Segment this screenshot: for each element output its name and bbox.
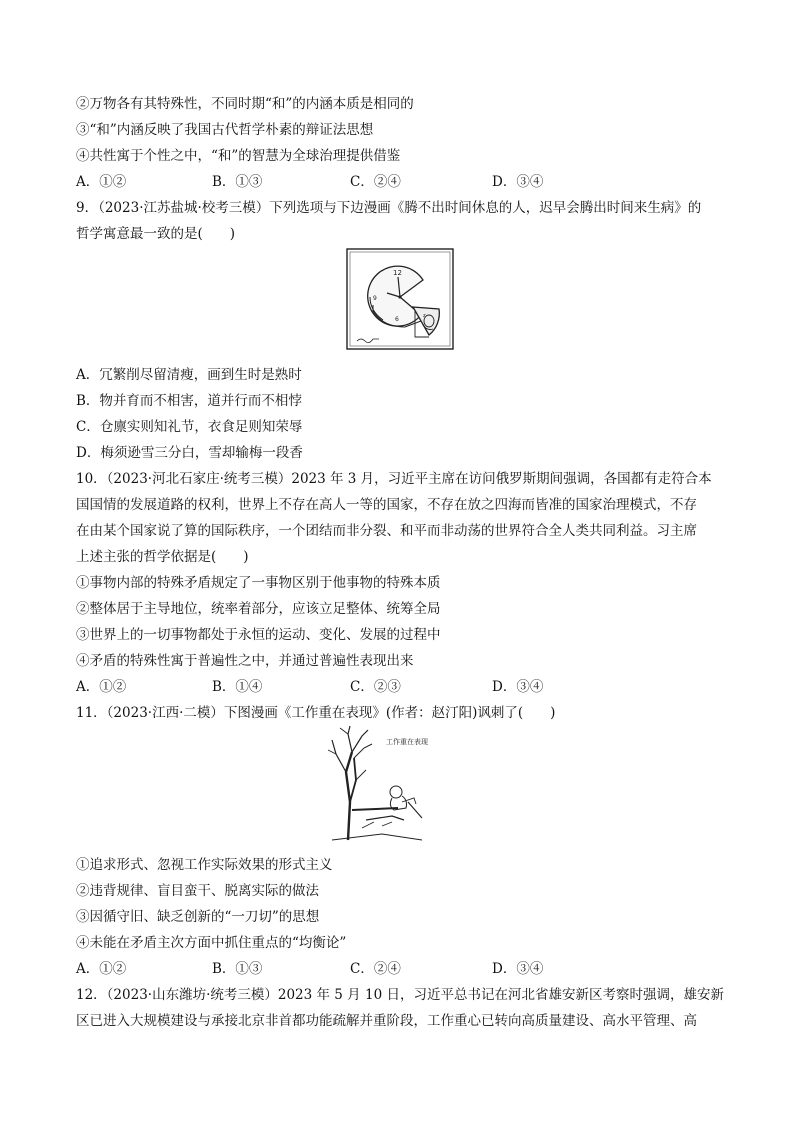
q11-cartoon-tree-image — [322, 722, 458, 846]
svg-text:6: 6 — [395, 316, 399, 323]
q9-choice-d[interactable]: D．梅须逊雪三分白，雪却输梅一段香 — [76, 445, 303, 461]
tree-cartoon-icon — [322, 722, 458, 846]
q11-options — [76, 956, 726, 982]
q10-option-d[interactable]: D．③④ — [492, 679, 544, 695]
q9-choice-a[interactable]: A．冗繁削尽留清瘦，画到生时是熟时 — [76, 367, 302, 383]
q8-statement-4: ④共性寓于个性之中，“和”的智慧为全球治理提供借鉴 — [76, 148, 401, 164]
cartoon-caption: 工作重在表现 — [386, 738, 428, 746]
q10-option-b[interactable]: B．①④ — [212, 679, 263, 695]
q8-options — [76, 169, 726, 195]
q8-option-c[interactable]: C．②④ — [350, 174, 401, 190]
q9-choice-c[interactable]: C．仓廪实则知礼节，衣食足则知荣辱 — [76, 419, 303, 435]
q10-option-c[interactable]: C．②③ — [350, 679, 401, 695]
q10-statement-1: ①事物内部的特殊矛盾规定了一事物区别于他事物的特殊本质 — [76, 575, 441, 591]
q9-stem-line1: 9．（2023·江苏盐城·校考三模）下列选项与下边漫画《腾不出时间休息的人，迟早会腾出时间来生病》的 — [76, 200, 702, 216]
q10-stem-line1: 10．（2023·河北石家庄·统考三模）2023 年 3 月，习近平主席在访问俄罗斯期间强调，各国都有走符合本 — [76, 471, 712, 487]
q11-option-d[interactable]: D．③④ — [492, 961, 544, 977]
q10-statement-2: ②整体居于主导地位，统率着部分，应该立足整体、统筹全局 — [76, 601, 441, 617]
q9-cartoon-clock-image — [343, 245, 457, 356]
q10-stem-line4: 上述主张的哲学依据是( ) — [76, 549, 249, 565]
q9-choice-b[interactable]: B．物并育而不相害，道并行而不相悖 — [76, 393, 302, 409]
q8-statement-3: ③“和”内涵反映了我国古代哲学朴素的辩证法思想 — [76, 122, 374, 138]
q11-statement-3: ③因循守旧、缺乏创新的“一刀切”的思想 — [76, 909, 320, 925]
q11-option-c[interactable]: C．②④ — [350, 961, 401, 977]
q10-stem-line2: 国国情的发展道路的权利，世界上不存在高人一等的国家，不存在放之四海而皆准的国家治理模式，不存 — [76, 497, 697, 513]
q8-option-b[interactable]: B．①③ — [212, 174, 263, 190]
q11-statement-4: ④未能在矛盾主次方面中抓住重点的“均衡论” — [76, 935, 347, 951]
q8-option-a[interactable]: A．①② — [76, 174, 127, 190]
q10-statement-3: ③世界上的一切事物都处于永恒的运动、变化、发展的过程中 — [76, 627, 441, 643]
svg-text:12: 12 — [393, 269, 402, 277]
q9-stem-line2: 哲学寓意最一致的是( ) — [76, 226, 236, 242]
q11-statement-1: ①追求形式、忽视工作实际效果的形式主义 — [76, 857, 333, 873]
q8-option-d[interactable]: D．③④ — [492, 174, 544, 190]
q11-statement-2: ②违背规律、盲目蛮干、脱离实际的做法 — [76, 883, 319, 899]
q10-option-a[interactable]: A．①② — [76, 679, 127, 695]
q8-statement-2: ②万物各有其特殊性，不同时期“和”的内涵本质是相同的 — [76, 96, 414, 112]
q11-option-a[interactable]: A．①② — [76, 961, 127, 977]
q11-option-b[interactable]: B．①③ — [212, 961, 263, 977]
q10-stem-line3: 在由某个国家说了算的国际秩序，一个团结而非分裂、和平而非动荡的世界符合全人类共同利益。习主席 — [76, 523, 697, 539]
svg-text:z: z — [423, 313, 426, 319]
q10-statement-4: ④矛盾的特殊性寓于普遍性之中，并通过普遍性表现出来 — [76, 653, 414, 669]
clock-cartoon-icon — [343, 245, 457, 356]
q11-stem: 11．（2023·江西·二模）下图漫画《工作重在表现》(作者：赵汀阳)讽刺了( ) — [76, 705, 556, 721]
q12-stem-line2: 区已进入大规模建设与承接北京非首都功能疏解并重阶段，工作重心已转向高质量建设、高水平管理、高 — [76, 1013, 697, 1029]
q12-stem-line1: 12．（2023·山东潍坊·统考三模）2023 年 5 月 10 日，习近平总书记在河北省雄安新区考察时强调，雄安新 — [76, 987, 724, 1003]
svg-text:9: 9 — [373, 295, 377, 302]
q10-options — [76, 674, 726, 700]
